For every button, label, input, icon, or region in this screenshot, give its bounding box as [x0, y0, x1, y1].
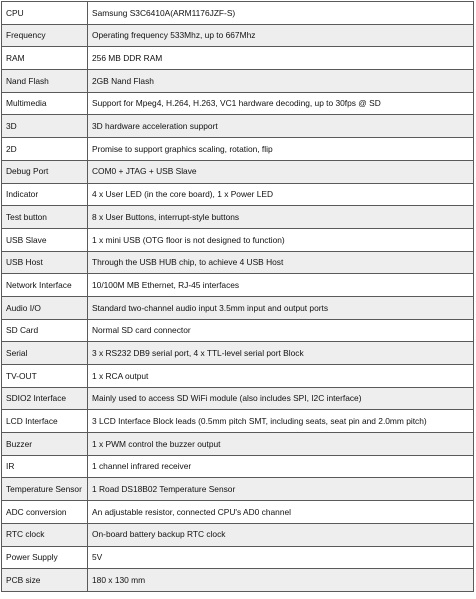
spec-label: PCB size [2, 569, 88, 592]
spec-label: Indicator [2, 183, 88, 206]
spec-value: Samsung S3C6410A(ARM1176JZF-S) [88, 2, 474, 25]
spec-label: SDIO2 Interface [2, 387, 88, 410]
table-row [2, 2, 474, 25]
table-row [2, 206, 474, 229]
table-row [2, 251, 474, 274]
spec-value: 1 x mini USB (OTG floor is not designed to function) [88, 228, 474, 251]
spec-label: Temperature Sensor [2, 478, 88, 501]
spec-value: Standard two-channel audio input 3.5mm input and output ports [88, 296, 474, 319]
spec-value: 2GB Nand Flash [88, 70, 474, 93]
spec-value: Operating frequency 533Mhz, up to 667Mhz [88, 24, 474, 47]
spec-label: Network Interface [2, 274, 88, 297]
spec-label: IR [2, 455, 88, 478]
table-row [2, 183, 474, 206]
table-row [2, 47, 474, 70]
spec-label: 2D [2, 138, 88, 161]
spec-label: RTC clock [2, 523, 88, 546]
table-row [2, 228, 474, 251]
spec-label: Power Supply [2, 546, 88, 569]
spec-value: 1 Road DS18B02 Temperature Sensor [88, 478, 474, 501]
spec-label: SD Card [2, 319, 88, 342]
spec-value: 5V [88, 546, 474, 569]
spec-label: Frequency [2, 24, 88, 47]
table-row [2, 365, 474, 388]
spec-label: TV-OUT [2, 365, 88, 388]
spec-table [1, 1, 474, 592]
spec-value: 3D hardware acceleration support [88, 115, 474, 138]
spec-value: COM0 + JTAG + USB Slave [88, 160, 474, 183]
table-row [2, 296, 474, 319]
spec-label: Buzzer [2, 433, 88, 456]
spec-value: 4 x User LED (in the core board), 1 x Power LED [88, 183, 474, 206]
table-row [2, 546, 474, 569]
spec-value: Support for Mpeg4, H.264, H.263, VC1 hardware decoding, up to 30fps @ SD [88, 92, 474, 115]
spec-value: 256 MB DDR RAM [88, 47, 474, 70]
spec-value: 1 x RCA output [88, 365, 474, 388]
table-row [2, 160, 474, 183]
table-row [2, 410, 474, 433]
table-row [2, 478, 474, 501]
table-row [2, 115, 474, 138]
spec-value: Through the USB HUB chip, to achieve 4 USB Host [88, 251, 474, 274]
spec-label: Test button [2, 206, 88, 229]
spec-value: 1 channel infrared receiver [88, 455, 474, 478]
spec-label: Nand Flash [2, 70, 88, 93]
table-row [2, 319, 474, 342]
spec-label: Audio I/O [2, 296, 88, 319]
spec-value: 8 x User Buttons, interrupt-style buttons [88, 206, 474, 229]
spec-value: Mainly used to access SD WiFi module (also includes SPI, I2C interface) [88, 387, 474, 410]
table-row [2, 387, 474, 410]
spec-value: Normal SD card connector [88, 319, 474, 342]
spec-value: 3 LCD Interface Block leads (0.5mm pitch SMT, including seats, seat pin and 2.0mm pitch) [88, 410, 474, 433]
table-row [2, 274, 474, 297]
spec-value: 180 x 130 mm [88, 569, 474, 592]
spec-label: Serial [2, 342, 88, 365]
spec-label: LCD Interface [2, 410, 88, 433]
spec-label: CPU [2, 2, 88, 25]
table-row [2, 92, 474, 115]
spec-label: RAM [2, 47, 88, 70]
spec-value: 10/100M MB Ethernet, RJ-45 interfaces [88, 274, 474, 297]
table-row [2, 501, 474, 524]
table-row [2, 455, 474, 478]
table-row [2, 24, 474, 47]
spec-value: Promise to support graphics scaling, rotation, flip [88, 138, 474, 161]
table-row [2, 523, 474, 546]
spec-label: Multimedia [2, 92, 88, 115]
spec-label: ADC conversion [2, 501, 88, 524]
spec-label: 3D [2, 115, 88, 138]
spec-label: Debug Port [2, 160, 88, 183]
table-row [2, 342, 474, 365]
table-row [2, 138, 474, 161]
spec-value: On-board battery backup RTC clock [88, 523, 474, 546]
spec-value: An adjustable resistor, connected CPU's AD0 channel [88, 501, 474, 524]
spec-label: USB Host [2, 251, 88, 274]
spec-value: 1 x PWM control the buzzer output [88, 433, 474, 456]
spec-value: 3 x RS232 DB9 serial port, 4 x TTL-level serial port Block [88, 342, 474, 365]
table-row [2, 433, 474, 456]
table-row [2, 70, 474, 93]
table-row [2, 569, 474, 592]
spec-label: USB Slave [2, 228, 88, 251]
